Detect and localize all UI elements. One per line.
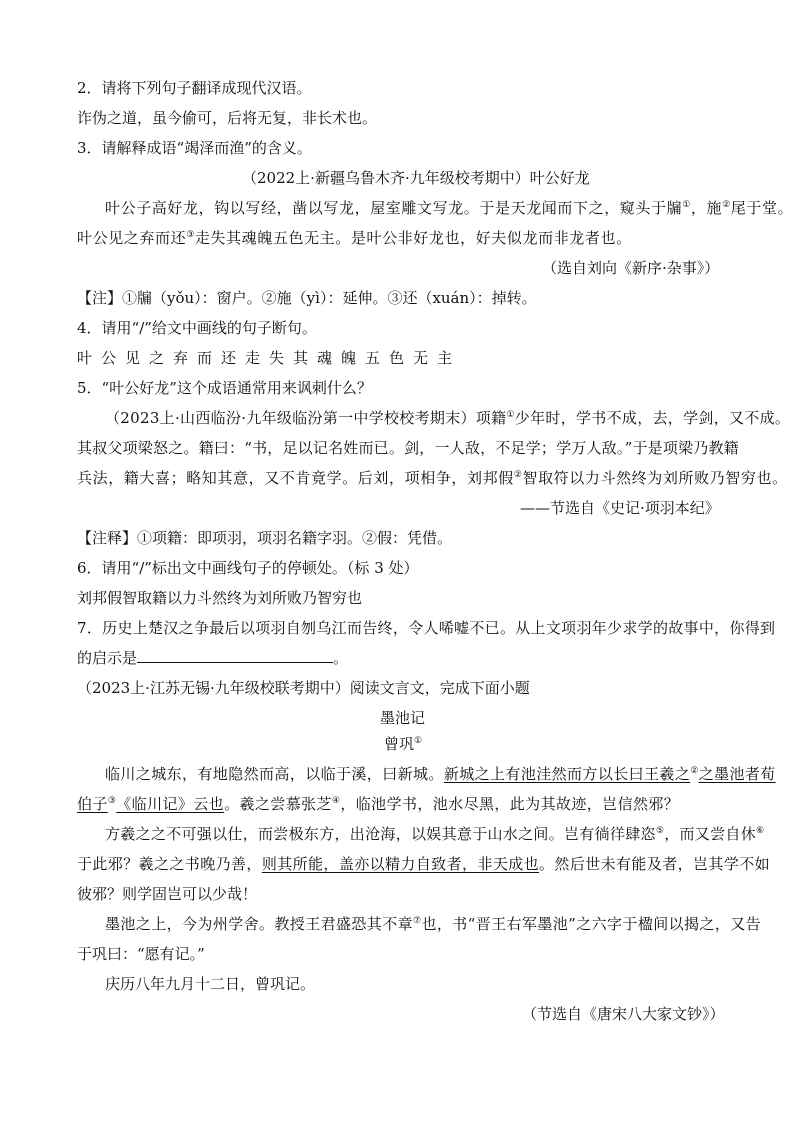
passage-2-line-1: （2023上·山西临汾·九年级临汾第一中学校校考期末）项籍①少年时，学书不成，去，学剑，又不成。 [105,409,791,427]
question-5-prompt: 5．“叶公好龙”这个成语通常用来讽刺什么？ [77,379,372,397]
question-6-sentence: 刘邦假智取籍以力斗然终为刘所败乃智穷也 [77,589,363,607]
question-7-line-1: 7．历史上楚汉之争最后以项羽自刎乌江而告终，令人唏嘘不已。从上文项羽年少求学的故事中，你得到 [77,619,776,637]
passage-3-source: （2023上·江苏无锡·九年级校联考期中）阅读文言文，完成下面小题 [77,679,530,697]
passage-3-para-3-line-2: 于巩曰：“愿有记。” [77,945,205,963]
passage-3-author: 曾巩① [384,735,423,753]
underlined-sentence: 则其所能，盖亦以精力自致者，非天成也 [261,855,540,873]
answer-blank[interactable] [137,648,333,663]
passage-2-line-3: 兵法，籍大喜；略知其意，又不肯竟学。后刘，项相争，刘邦假②智取符以力斗然终为刘所败乃智穷也。 [77,469,788,487]
passage-1-source: （2022上·新疆乌鲁木齐·九年级校考期中）叶公好龙 [242,169,590,187]
question-6-prompt: 6．请用“/”标出文中画线句子的停顿处。（标 3 处） [77,559,419,577]
passage-1-notes: 【注】①牖（yǒu）：窗户。②施（yì）：延伸。③还（xuán）：掉转。 [77,289,537,307]
underlined-sentence: 新城之上有池洼然而方以长曰王羲之 [443,765,691,783]
passage-3-para-1-line-2: 伯子③《临川记》云也。羲之尝慕张芝④，临池学书，池水尽黑，此为其故迹，岂信然邪？ [77,795,680,813]
question-2-sentence: 诈伪之道，虽今偷可，后将无复，非长术也。 [77,109,378,127]
passage-3-para-1-line-1: 临川之城东，有地隐然而高，以临于溪，曰新城。新城之上有池洼然而方以长曰王羲之②之墨池者荀 [105,765,776,783]
passage-2-line-2: 其叔父项梁怒之。籍曰：“书，足以记名姓而已。剑，一人敌，不足学；学万人敌。”于是项梁乃教籍 [77,439,739,457]
question-2-prompt: 2．请将下列句子翻译成现代汉语。 [77,79,312,97]
question-4-sentence: 叶公见之弃而还走失其魂魄五色无主 [77,349,462,367]
footnote-mark: ② [722,200,731,210]
passage-1-citation: （选自刘向《新序·杂事》） [542,259,720,277]
passage-2-citation: ——节选自《史记·项羽本纪》 [520,499,720,517]
passage-3-para-2-line-3: 彼邪？则学固岂可以少哉！ [77,885,258,903]
passage-2-notes: 【注释】①项籍：即项羽，项羽名籍字羽。②假：凭借。 [77,529,453,547]
footnote-mark: ⑦ [413,916,422,926]
footnote-mark: ① [506,410,515,420]
passage-3-date-line: 庆历八年九月十二日，曾巩记。 [105,975,316,993]
passage-3-para-3-line-1: 墨池之上，今为州学舍。教授王君盛恐其不章⑦也，书“晋王右军墨池”之六字于楹间以揭之，又告 [105,915,762,933]
footnote-mark: ⑤ [655,826,665,836]
footnote-mark: ① [682,200,691,210]
footnote-mark: ② [513,470,523,480]
question-7-line-2: 的启示是 。 [77,649,349,667]
passage-3-citation: （节选自《唐宋八大家文钞》） [522,1005,725,1023]
question-3-prompt: 3．请解释成语“竭泽而渔”的含义。 [77,139,312,157]
footnote-mark: ③ [186,230,195,240]
passage-3-para-2-line-2: 于此邪？羲之之书晚乃善，则其所能，盖亦以精力自致者，非天成也。然后世未有能及者，岂其学不如 [77,855,771,873]
footnote-mark: ② [690,766,699,776]
question-4-prompt: 4．请用“/”给文中画线的句子断句。 [77,319,317,337]
passage-3-title: 墨池记 [380,709,426,727]
footnote-mark: ④ [331,796,341,806]
passage-1-line-2: 叶公见之弃而还③走失其魂魄五色无主。是叶公非好龙也，好夫似龙而非龙者也。 [77,229,632,247]
passage-3-para-2-line-1: 方羲之之不可强以仕，而尝极东方，出沧海，以娱其意于山水之间。岂有徜徉肆恣⑤，而又尝自休⑥ [105,825,765,843]
footnote-mark: ⑥ [756,826,765,836]
passage-1-line-1: 叶公子高好龙，钩以写经，凿以写龙，屋室雕文写龙。于是天龙闻而下之，窥头于牖①，施②尾于堂。 [105,199,794,217]
footnote-mark: ① [414,736,423,746]
footnote-mark: ③ [107,796,117,806]
